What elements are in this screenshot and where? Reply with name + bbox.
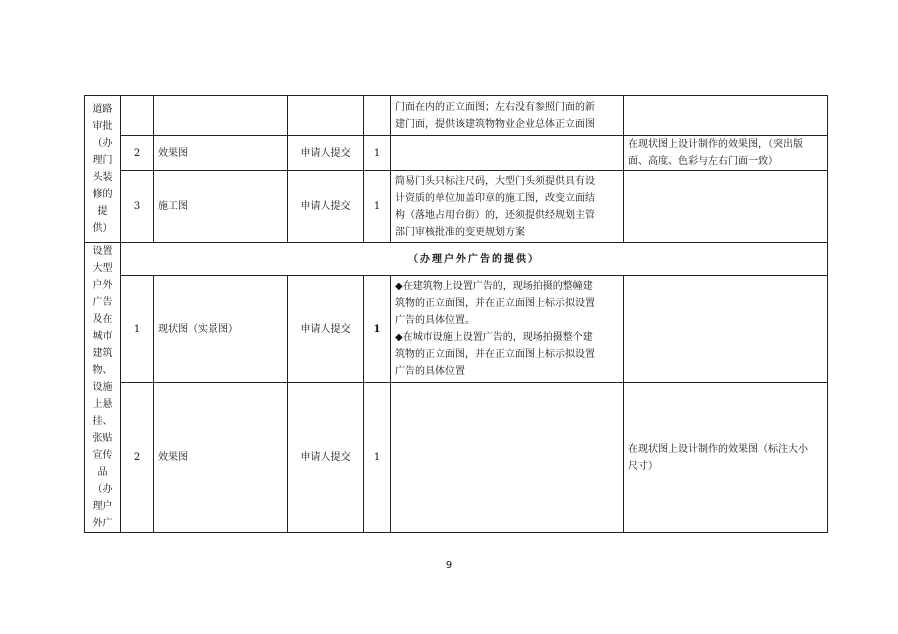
material-name-cell [154,96,288,136]
submitter-cell: 申请人提交 [288,136,364,171]
section-row [85,243,828,276]
table-row [85,383,828,533]
material-name-cell: 现状图（实景图） [154,276,288,383]
submitter-cell: 申请人提交 [288,171,364,243]
requirement-cell [391,136,624,171]
material-name-cell: 效果图 [154,383,288,533]
section-heading: （办理户外广告的提供） [121,243,828,276]
requirement-cell: 简易门头只标注尺码，大型门头须提供具有设 计资质的单位加盖印章的施工图，改变立面结 构（落地占用台街）的，还须提供经规划主管 部门审核批准的变更规划方案 [391,171,624,243]
category-cell-outdoor-advertising: 设置 大型 户外 广告 及在 城市 建筑 物、 设施 上悬 挂、 张贴 宣传 品 （办 理户 外广 [85,243,121,533]
submitter-cell: 申请人提交 [288,383,364,533]
note-cell [624,96,828,136]
requirement-cell: ◆在建筑物上设置广告的，现场拍摄的整幢建 筑物的正立面图，并在正立面图上标示拟设置 广告的具体位置。 ◆在城市设施上设置广告的，现场拍摄整个建 筑物的正立面图，并在正立面图上标示拟设置 广告的具体位置 [391,276,624,383]
copies-cell: 1 [364,383,391,533]
requirement-cell [391,383,624,533]
note-cell: 在现状图上设计制作的效果图（标注大小 尺寸） [624,383,828,533]
category-cell-facade-approval: 道路 审批 （办 理门 头装 修的 提 供） [85,96,121,243]
number-cell: 3 [121,171,154,243]
number-cell: 1 [121,276,154,383]
table-row [85,136,828,171]
material-name-cell: 施工图 [154,171,288,243]
material-name-cell: 效果图 [154,136,288,171]
note-cell [624,276,828,383]
note-cell [624,171,828,243]
copies-cell [364,96,391,136]
number-cell: 2 [121,136,154,171]
copies-cell: 1 [364,276,391,383]
copies-cell: 1 [364,136,391,171]
table-row [85,171,828,243]
submitter-cell: 申请人提交 [288,276,364,383]
copies-cell: 1 [364,171,391,243]
requirement-cell: 门面在内的正立面图；左右没有参照门面的新 建门面，提供该建筑物物业企业总体正立面图 [391,96,624,136]
table-row [85,96,828,136]
page-number: 9 [445,560,453,571]
submitter-cell [288,96,364,136]
number-cell: 2 [121,383,154,533]
note-cell: 在现状图上设计制作的效果图，（突出版 面、高度、色彩与左右门面一致） [624,136,828,171]
number-cell [121,96,154,136]
requirements-table [84,95,828,533]
table-row [85,276,828,383]
